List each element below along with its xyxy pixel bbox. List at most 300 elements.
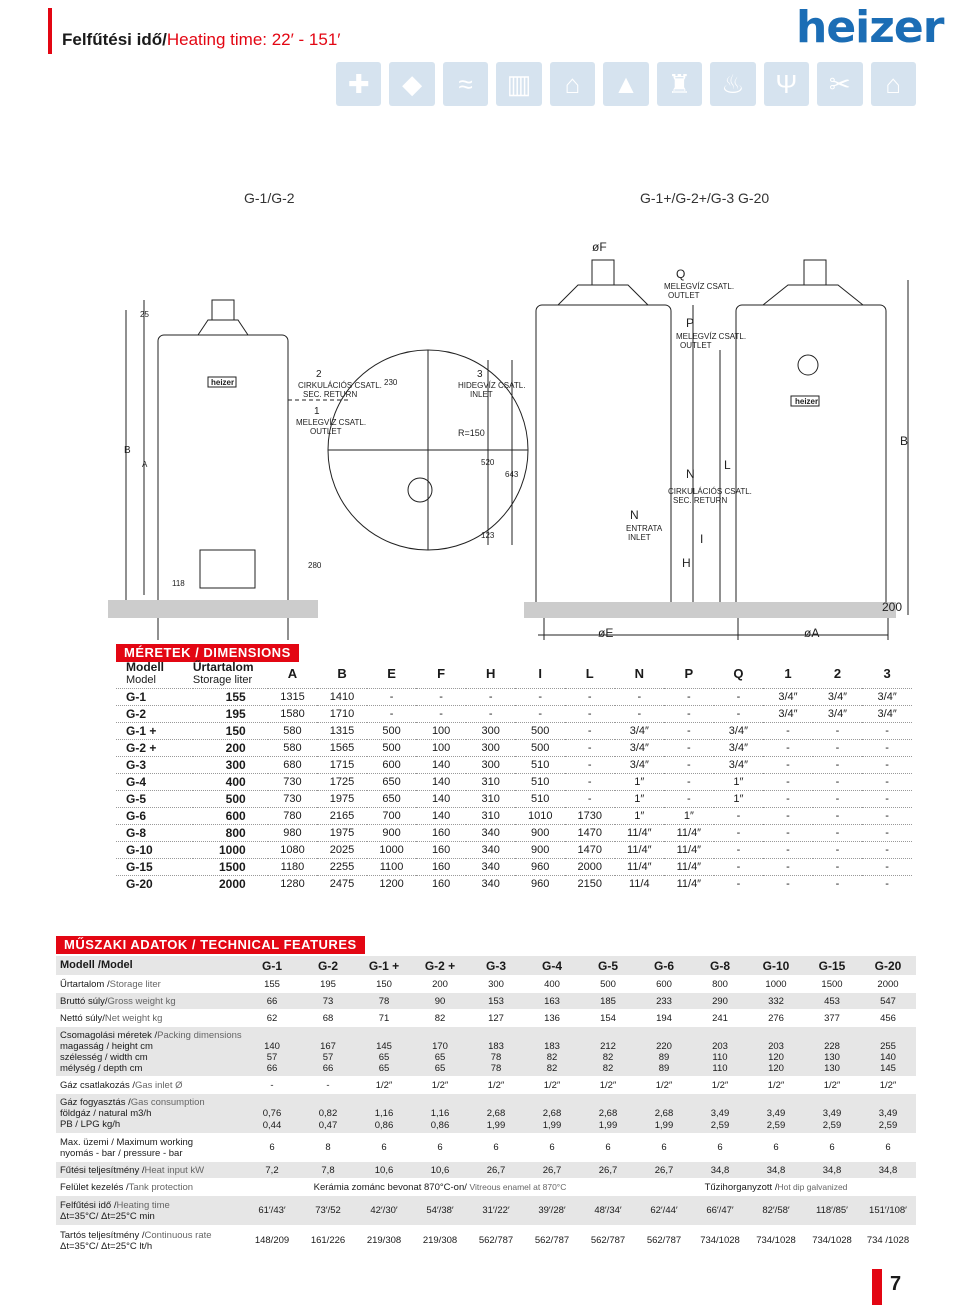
dims-cell: 2025 (317, 841, 367, 858)
dims-cell: 1710 (317, 705, 367, 722)
tech-cell: 61′/43′ (244, 1196, 300, 1226)
dims-model: G-20 (116, 875, 193, 892)
tech-cell: 154 (600, 1012, 616, 1024)
conn3-number: 3 (477, 369, 483, 380)
dims-cell: 11/4″ (615, 858, 665, 875)
dims-storage-header: Űrtartalom Storage liter (192, 660, 254, 687)
dims-col-header: A (287, 666, 298, 682)
page-number-bar (872, 1269, 882, 1305)
dims-cell: - (813, 858, 863, 875)
tech-cell: 377 (824, 1012, 840, 1024)
dims-cell: 500 (515, 739, 565, 756)
right-boiler-2-top (763, 285, 863, 305)
dims-cell: 1″ (615, 773, 665, 790)
dims-row (116, 858, 912, 875)
dims-storage: 800 (193, 824, 268, 841)
dims-model: G-1 (116, 688, 193, 705)
page-number-block (872, 1269, 912, 1305)
dims-cell: - (763, 790, 813, 807)
dims-cell: 500 (367, 739, 417, 756)
dims-cell: 100 (416, 722, 466, 739)
tech-cell: 6 (829, 1142, 835, 1153)
tech-cell: 31′/22′ (468, 1196, 524, 1226)
conn-N-hu: CIRKULÁCIÓS CSATL. (668, 487, 752, 496)
dims-col-header: 3 (883, 666, 891, 682)
tech-cell-gas: 0,76 0,44 (244, 1094, 300, 1134)
tech-label-pressure: Max. üzemi / Maximum working nyomás - bar / pressure - bar (60, 1136, 194, 1159)
tech-cell: 300 (488, 978, 504, 990)
tech-cell: 219/308 (366, 1235, 402, 1247)
tech-cell-packing: 255 140 145 (860, 1027, 916, 1077)
tech-cell: 562/787 (534, 1235, 570, 1247)
dims-cell: 3/4″ (714, 739, 764, 756)
dims-cell: 2475 (317, 875, 367, 892)
conn-N2-letter: N (630, 508, 639, 522)
dims-row (116, 756, 912, 773)
dims-cell: 1″ (664, 807, 714, 824)
dims-cell: - (515, 688, 565, 705)
dims-cell: - (664, 773, 714, 790)
tech-row-heating_time (56, 1196, 916, 1226)
dims-cell: - (367, 705, 417, 722)
right-model-label: G-1+/G-2+/G-3 G-20 (640, 190, 770, 206)
swimming-icon: ≈ (443, 62, 488, 106)
dims-cell: - (862, 858, 912, 875)
tech-cell: 163 (524, 993, 580, 1010)
tech-model: G-5 (580, 956, 636, 976)
tech-label-net: Nettó súly/Net weight kg (60, 1012, 163, 1024)
tech-model: G-2 + (412, 956, 468, 976)
dims-row (116, 688, 912, 705)
tech-cell-packing: 167 57 66 (300, 1027, 356, 1077)
house-icon: ⌂ (550, 62, 595, 106)
tech-cell: 219/308 (422, 1235, 458, 1247)
dims-model: G-2 + (116, 739, 193, 756)
dims-cell: 140 (416, 807, 466, 824)
tech-cell: 233 (636, 993, 692, 1010)
tech-cell: 82 (434, 1012, 446, 1024)
tech-cell: 332 (748, 993, 804, 1010)
dims-cell: 1100 (367, 858, 417, 875)
tech-model: G-15 (804, 956, 860, 976)
dims-cell: 310 (466, 807, 516, 824)
tech-cell: 6 (269, 1142, 275, 1153)
dims-cell: - (763, 824, 813, 841)
tech-cell: 1/2″ (711, 1079, 729, 1091)
tech-cell: 562/787 (646, 1235, 682, 1247)
tech-cell-gas: 1,16 0,86 (412, 1094, 468, 1134)
dims-cell: - (763, 858, 813, 875)
tech-cell: 7,2 (244, 1162, 300, 1179)
dim-230: 230 (384, 378, 398, 387)
tech-cell-gas: 2,68 1,99 (636, 1094, 692, 1134)
dims-cell: 510 (515, 790, 565, 807)
tech-cell: 734 /1028 (866, 1235, 910, 1247)
dim-123: 123 (481, 531, 495, 540)
dims-cell: 1470 (565, 841, 615, 858)
tech-cell: 82′/58′ (748, 1196, 804, 1226)
dims-cell: 340 (466, 824, 516, 841)
dims-storage: 600 (193, 807, 268, 824)
dims-cell: 3/4″ (763, 688, 813, 705)
dims-cell: - (664, 705, 714, 722)
tech-cell-packing: 145 65 65 (356, 1027, 412, 1077)
dims-cell: 2000 (565, 858, 615, 875)
dims-cell: - (862, 773, 912, 790)
dims-model: G-4 (116, 773, 193, 790)
dims-row (116, 739, 912, 756)
tech-label-gross: Bruttó súly/Gross weight kg (56, 993, 244, 1010)
tech-cell: 2000 (877, 978, 899, 990)
dims-cell: 500 (367, 722, 417, 739)
tech-cell: - (326, 1079, 330, 1091)
tech-cell: 48′/34′ (580, 1196, 636, 1226)
tech-cell: 39′/28′ (524, 1196, 580, 1226)
dim-B-left: B (124, 445, 131, 456)
tech-cell-packing: 212 82 82 (580, 1027, 636, 1077)
dims-row (116, 790, 912, 807)
dims-cell: - (813, 875, 863, 892)
dims-cell: 3/4″ (862, 688, 912, 705)
technical-table-body (56, 976, 916, 1256)
dims-cell: 650 (367, 773, 417, 790)
tech-label-gas-consumption: Gáz fogyasztás /Gas consumption földgáz / natural m3/h PB / LPG kg/h (56, 1094, 244, 1134)
tech-cell: 90 (412, 993, 468, 1010)
dims-cell: 300 (466, 756, 516, 773)
dims-cell: 1470 (565, 824, 615, 841)
tech-cell-packing: 140 57 66 (244, 1027, 300, 1077)
tech-cell: 500 (600, 978, 616, 990)
dims-cell: 1565 (317, 739, 367, 756)
tech-row-heat_input (56, 1162, 916, 1179)
tech-cell-gas: 3,49 2,59 (692, 1094, 748, 1134)
tech-cell-packing: 170 65 65 (412, 1027, 468, 1077)
dims-cell: 780 (268, 807, 318, 824)
tech-label-heating_time: Felfűtési idő /Heating time Δt=35°C/ Δt=25°C min (56, 1196, 244, 1226)
tech-model: G-6 (636, 956, 692, 976)
dims-cell: - (565, 688, 615, 705)
dims-cell: 140 (416, 790, 466, 807)
tech-row-packing (56, 1027, 916, 1077)
tech-cell: 62 (266, 1012, 278, 1024)
tech-model: G-8 (692, 956, 748, 976)
tech-cell: 200 (432, 978, 448, 990)
tech-row-gas-consumption (56, 1094, 916, 1134)
tech-cell: 1500 (821, 978, 843, 990)
dims-cell: - (862, 807, 912, 824)
restaurant-icon: Ψ (764, 62, 809, 106)
dims-cell: 1730 (565, 807, 615, 824)
dims-cell: 3/4″ (862, 705, 912, 722)
dims-col-header: N (634, 666, 644, 682)
right-boiler-1-top (558, 285, 648, 305)
dims-cell: 140 (416, 756, 466, 773)
dims-cell: - (565, 705, 615, 722)
dims-cell: - (367, 688, 417, 705)
tech-cell: 734/1028 (700, 1235, 740, 1247)
tech-row-net (56, 1010, 916, 1027)
dims-cell: - (813, 756, 863, 773)
dims-cell: 3/4″ (813, 705, 863, 722)
dims-cell: 3/4″ (763, 705, 813, 722)
tech-cell: 148/209 (254, 1235, 290, 1247)
dims-cell: 11/4 (615, 875, 665, 892)
dims-cell: 2150 (565, 875, 615, 892)
dims-cell: 1200 (367, 875, 417, 892)
tech-row-surface (56, 1179, 916, 1196)
dims-col-header: F (437, 666, 446, 682)
dims-cell: - (664, 722, 714, 739)
dims-cell: 510 (515, 773, 565, 790)
tech-cell-gas: 1,16 0,86 (356, 1094, 412, 1134)
tech-cell: 1/2″ (487, 1079, 505, 1091)
dim-I: I (700, 532, 704, 546)
dims-cell: 1″ (615, 807, 665, 824)
dims-cell: - (813, 722, 863, 739)
dims-col-header: I (538, 666, 543, 682)
dims-cell: 1975 (317, 824, 367, 841)
dims-cell: 160 (416, 841, 466, 858)
tech-enamel: Kerámia zománc bevonat 870°C-on/ Vitreous enamel at 870°C (313, 1181, 567, 1193)
dims-model: G-3 (116, 756, 193, 773)
dims-cell: 600 (367, 756, 417, 773)
tech-cell: 1/2″ (599, 1079, 617, 1091)
dims-cell: - (862, 756, 912, 773)
dims-cell: - (862, 875, 912, 892)
dims-cell: 11/4″ (615, 824, 665, 841)
dims-cell: 3/4″ (714, 722, 764, 739)
application-icons-strip (336, 62, 916, 108)
dims-cell: - (565, 756, 615, 773)
dims-cell: 900 (367, 824, 417, 841)
dims-cell: 1315 (268, 688, 318, 705)
conn1-en: OUTLET (310, 427, 342, 436)
dims-storage: 1500 (193, 858, 268, 875)
dims-storage: 155 (193, 688, 268, 705)
dims-cell: 1715 (317, 756, 367, 773)
dims-cell: 1″ (615, 790, 665, 807)
tech-cell: 6 (661, 1142, 667, 1153)
conn-N2-it: ENTRATA (626, 524, 663, 533)
dimensions-header: MÉRETEK / DIMENSIONS (116, 644, 299, 662)
tech-cell: 26,7 (524, 1162, 580, 1179)
conn3-en: INLET (470, 390, 493, 399)
tech-cell: 73 (300, 993, 356, 1010)
dim-L: L (724, 458, 731, 472)
dim-A-left: A (142, 460, 148, 469)
dims-cell: 2255 (317, 858, 367, 875)
technical-drawing (108, 240, 928, 640)
dims-cell: - (515, 705, 565, 722)
tech-cell-gas: 2,68 1,99 (524, 1094, 580, 1134)
dims-cell: 1180 (268, 858, 318, 875)
dims-cell: - (565, 739, 615, 756)
dims-cell: 300 (466, 739, 516, 756)
dims-col-header: B (337, 666, 347, 682)
dims-cell: 310 (466, 790, 516, 807)
dims-cell: - (714, 858, 764, 875)
tech-cell: 6 (549, 1142, 555, 1153)
dims-storage: 2000 (193, 875, 268, 892)
dims-cell: - (813, 841, 863, 858)
tech-cell-gas: 0,82 0,47 (300, 1094, 356, 1134)
tech-cell: 1/2″ (655, 1079, 673, 1091)
factory-icon: ▥ (496, 62, 541, 106)
left-model-label: G-1/G-2 (244, 190, 295, 206)
conn2-number: 2 (316, 369, 322, 380)
dims-cell: 3/4″ (615, 722, 665, 739)
dims-cell: 960 (515, 858, 565, 875)
thermometer-icon (798, 355, 818, 375)
dims-cell: 1280 (268, 875, 318, 892)
tech-cell: 1000 (765, 978, 787, 990)
tech-cell: 42′/30′ (356, 1196, 412, 1226)
dims-cell: 140 (416, 773, 466, 790)
tech-cell: 136 (544, 1012, 560, 1024)
tech-cell: 547 (860, 993, 916, 1010)
tech-model: G-10 (748, 956, 804, 976)
dims-col-header: E (387, 666, 396, 682)
right-boiler-2 (736, 305, 886, 615)
technical-header: MŰSZAKI ADATOK / TECHNICAL FEATURES (56, 936, 365, 954)
dims-cell: 1000 (367, 841, 417, 858)
dim-H: H (682, 556, 691, 570)
dims-cell: - (565, 773, 615, 790)
left-flue (212, 300, 234, 320)
dims-cell: 980 (268, 824, 318, 841)
conn-N2-en: INLET (628, 533, 651, 542)
dims-cell: 580 (268, 722, 318, 739)
dims-cell: 1975 (317, 790, 367, 807)
bath-icon: ♨ (710, 62, 755, 106)
dims-cell: - (813, 739, 863, 756)
dims-cell: 300 (466, 722, 516, 739)
dim-118: 118 (172, 579, 185, 588)
tech-cell: 185 (580, 993, 636, 1010)
dims-cell: - (416, 705, 466, 722)
dims-cell: - (763, 722, 813, 739)
dims-cell: - (813, 807, 863, 824)
tech-model: G-2 (300, 956, 356, 976)
tech-cell: 34,8 (804, 1162, 860, 1179)
tech-row-continuous (56, 1226, 916, 1256)
dims-cell: 680 (268, 756, 318, 773)
dim-520: 520 (481, 458, 495, 467)
tech-row-gross (56, 993, 916, 1010)
dims-storage: 195 (193, 705, 268, 722)
tech-model: G-3 (468, 956, 524, 976)
tech-cell: 54′/38′ (412, 1196, 468, 1226)
dims-cell: - (664, 790, 714, 807)
dims-cell: 1080 (268, 841, 318, 858)
heizer-logo: heizer (796, 2, 944, 53)
tech-cell: 6 (605, 1142, 611, 1153)
dims-cell: 1″ (714, 790, 764, 807)
tech-cell: 6 (493, 1142, 499, 1153)
dims-cell: - (714, 841, 764, 858)
tech-galvanized: Tűzihorganyzott /Hot dip galvanized (704, 1181, 848, 1193)
tech-cell: 6 (437, 1142, 443, 1153)
dims-cell: 900 (515, 841, 565, 858)
fitness-icon: ♜ (657, 62, 702, 106)
dims-cell: - (862, 722, 912, 739)
dims-cell: 730 (268, 790, 318, 807)
tech-cell: 1/2″ (375, 1079, 393, 1091)
dims-cell: 1580 (268, 705, 318, 722)
dims-cell: 700 (367, 807, 417, 824)
tech-cell-gas: 2,68 1,99 (580, 1094, 636, 1134)
home-icon: ⌂ (871, 62, 916, 106)
tech-cell: 151′/108′ (860, 1196, 916, 1226)
dims-cell: - (714, 705, 764, 722)
tent-icon: ▲ (603, 62, 648, 106)
tech-cell: 71 (378, 1012, 390, 1024)
tech-cell-gas: 3,49 2,59 (860, 1094, 916, 1134)
dims-cell: 160 (416, 824, 466, 841)
dims-cell: 11/4″ (664, 841, 714, 858)
tech-cell: 62′/44′ (636, 1196, 692, 1226)
tech-cell: 26,7 (580, 1162, 636, 1179)
dims-row (116, 722, 912, 739)
dims-cell: - (466, 688, 516, 705)
dims-model: G-8 (116, 824, 193, 841)
dims-cell: - (862, 824, 912, 841)
tech-cell: 800 (712, 978, 728, 990)
dims-cell: 11/4″ (615, 841, 665, 858)
dims-cell: 3/4″ (714, 756, 764, 773)
dims-col-header: L (585, 666, 594, 682)
dims-storage: 400 (193, 773, 268, 790)
tech-cell: 66′/47′ (692, 1196, 748, 1226)
conn1-hu: MELEGVÍZ CSATL. (296, 418, 367, 427)
conn-Q-letter: Q (676, 267, 686, 281)
tech-cell: 66 (244, 993, 300, 1010)
dims-col-header: 2 (833, 666, 842, 682)
dims-row (116, 824, 912, 841)
dims-cell: 340 (466, 841, 516, 858)
road-icon: ◆ (389, 62, 434, 106)
dims-model: G-2 (116, 705, 193, 722)
tech-cell: 562/787 (478, 1235, 514, 1247)
dims-cell: - (714, 875, 764, 892)
dims-cell: - (763, 739, 813, 756)
dims-cell: - (565, 790, 615, 807)
dims-cell: 160 (416, 875, 466, 892)
dims-cell: 3/4″ (615, 756, 665, 773)
conn-P-hu: MELEGVÍZ CSATL. (676, 332, 747, 341)
tech-cell: 400 (544, 978, 560, 990)
tech-model: G-4 (524, 956, 580, 976)
tech-cell: 78 (356, 993, 412, 1010)
dims-cell: - (416, 688, 466, 705)
tech-row-storage (56, 976, 916, 993)
left-brand-label: heizer (211, 378, 235, 387)
dims-cell: 3/4″ (615, 739, 665, 756)
conn2-hu: CIRKULÁCIÓS CSATL. (298, 381, 382, 390)
dims-row (116, 875, 912, 892)
tech-cell: 456 (880, 1012, 896, 1024)
dims-cell: 900 (515, 824, 565, 841)
dims-row (116, 773, 912, 790)
dimensions-table-body (116, 688, 912, 892)
dims-col-header: P (684, 666, 694, 682)
page-title: Felfűtési idő/Heating time: 22′ - 151′ (62, 30, 341, 49)
tech-cell: 10,6 (356, 1162, 412, 1179)
dims-cell: 650 (367, 790, 417, 807)
tech-cell: 562/787 (590, 1235, 626, 1247)
tech-row-gas_inlet (56, 1077, 916, 1094)
dims-cell: 11/4″ (664, 858, 714, 875)
